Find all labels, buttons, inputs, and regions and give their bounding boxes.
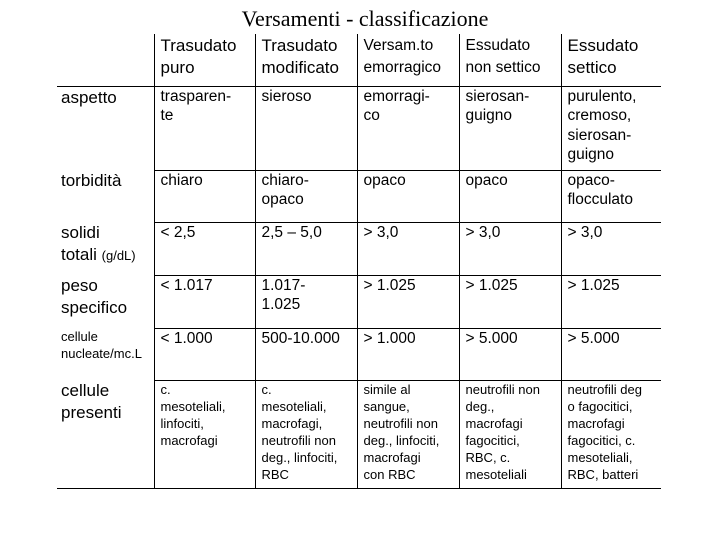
cell-solidi-emorragico: > 3,0 [357,222,459,275]
slide-title: Versamenti - classificazione [241,6,489,31]
row-cellule-presenti [57,380,661,488]
row-label-torbidita: torbidità [61,171,122,190]
cell-solidi-trasudato-modificato: 2,5 – 5,0 [255,222,357,275]
cell-aspetto-settico: purulento, cremoso, sierosan- guigno [561,86,661,170]
cell-presenti-trasudato-puro: c. mesoteliali, linfociti, macrofagi [154,380,255,488]
cell-aspetto-trasudato-puro: trasparen- te [154,86,255,170]
cell-torbidita-trasudato-modificato: chiaro- opaco [255,170,357,222]
header-essudato-settico: Essudato settico [561,34,661,86]
cell-nucleate-trasudato-puro: < 1.000 [154,328,255,380]
cell-torbidita-emorragico: opaco [357,170,459,222]
cell-nucleate-trasudato-modificato: 500-10.000 [255,328,357,380]
row-aspetto [57,86,661,170]
cell-presenti-trasudato-modificato: c. mesoteliali, macrofagi, neutrofili non deg., linfociti, RBC [255,380,357,488]
row-cellule-nucleate [57,328,661,380]
row-label-peso-specifico: peso specifico [61,276,128,317]
cell-peso-non-settico: > 1.025 [459,275,561,328]
row-label-unit-gdl: (g/dL) [101,248,136,263]
cell-peso-trasudato-puro: < 1.017 [154,275,255,328]
cell-torbidita-settico: opaco- flocculato [561,170,661,222]
cell-solidi-settico: > 3,0 [561,222,661,275]
cell-aspetto-trasudato-modificato: sieroso [255,86,357,170]
row-solidi-totali [57,222,661,275]
header-essudato-non-settico: Essudato non settico [459,34,561,86]
row-peso-specifico [57,275,661,328]
header-row [57,34,661,86]
cell-nucleate-settico: > 5.000 [561,328,661,380]
row-label-aspetto: aspetto [61,87,117,107]
cell-peso-settico: > 1.025 [561,275,661,328]
cell-nucleate-non-settico: > 5.000 [459,328,561,380]
cell-peso-emorragico: > 1.025 [357,275,459,328]
cell-solidi-non-settico: > 3,0 [459,222,561,275]
cell-aspetto-emorragico: emorragi- co [357,86,459,170]
row-torbidita [57,170,661,222]
row-label-cellule-nucleate: cellule nucleate/mc.L [61,329,142,361]
cell-nucleate-emorragico: > 1.000 [357,328,459,380]
cell-presenti-non-settico: neutrofili non deg., macrofagi fagocitici, RBC, c. mesoteliali [459,380,561,488]
header-trasudato-puro: Trasudato puro [154,34,255,86]
header-corner-cell [57,34,154,86]
classification-table-container [57,34,661,489]
header-versamento-emorragico: Versam.to emorragico [357,34,459,86]
cell-torbidita-non-settico: opaco [459,170,561,222]
cell-torbidita-trasudato-puro: chiaro [154,170,255,222]
cell-presenti-settico: neutrofili deg o fagocitici, macrofagi fagocitici, c. mesoteliali, RBC, batteri [561,380,661,488]
cell-presenti-emorragico: simile al sangue, neutrofili non deg., linfociti, macrofagi con RBC [357,380,459,488]
header-trasudato-modificato: Trasudato modificato [255,34,357,86]
row-label-cellule-presenti: cellule presenti [57,380,154,488]
cell-solidi-trasudato-puro: < 2,5 [154,222,255,275]
row-label-solidi-totali: solidi totali (g/dL) [61,223,136,264]
cell-aspetto-non-settico: sierosan- guigno [459,86,561,170]
cell-peso-trasudato-modificato: 1.017- 1.025 [255,275,357,328]
classification-table [57,34,661,489]
